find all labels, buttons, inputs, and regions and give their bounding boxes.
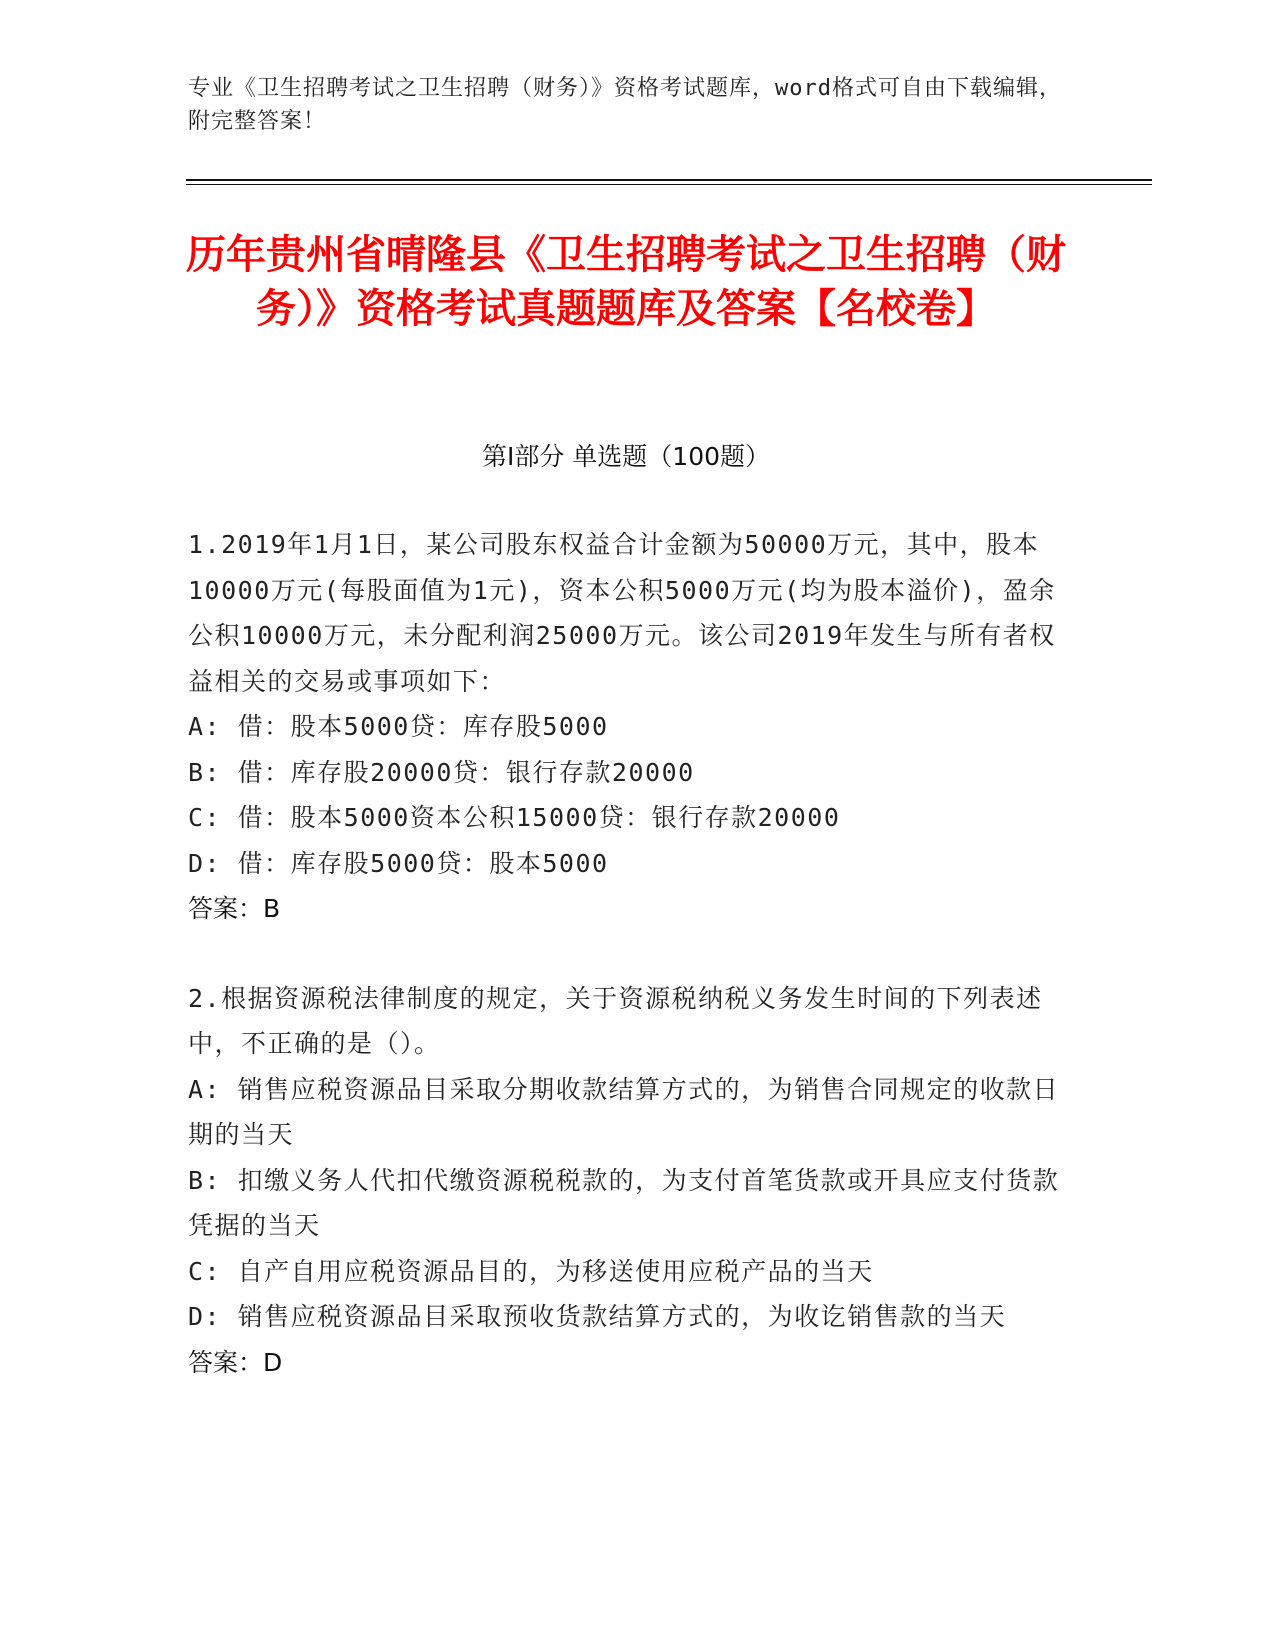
option-b: B: 借：库存股20000贷：银行存款20000 bbox=[188, 757, 695, 787]
option-c: C: 借：股本5000资本公积15000贷：银行存款20000 bbox=[188, 803, 841, 832]
option-b: B: 扣缴义务人代扣代缴资源税税款的，为支付首笔货款或开具应支付货款凭据的当天 bbox=[188, 1165, 1060, 1240]
document-title: 历年贵州省晴隆县《卫生招聘考试之卫生招聘（财务）》资格考试真题题库及答案【名校卷】 bbox=[186, 232, 1066, 332]
answer: 答案：D bbox=[188, 1347, 283, 1377]
header-rule-thick bbox=[186, 179, 1152, 181]
option-a: A: 借：股本5000贷：库存股5000 bbox=[188, 712, 609, 741]
question-1 bbox=[188, 522, 1068, 932]
question-text: 2.根据资源税法律制度的规定，关于资源税纳税义务发生时间的下列表述中，不正确的是（）。 bbox=[188, 983, 1043, 1058]
question-2 bbox=[188, 976, 1068, 1386]
question-text: 1.2019年1月1日，某公司股东权益合计金额为50000万元，其中，股本10000万元(每股面值为1元)，资本公积5000万元(均为股本溢价)，盈余公积10000万元，未分配利润25000万元。该公司2019年发生与所有者权益相关的交易或事项如下： bbox=[188, 530, 1056, 696]
option-d: D: 借：库存股5000贷：股本5000 bbox=[188, 848, 609, 878]
section-title: 第Ⅰ部分 单选题（100题） bbox=[481, 442, 771, 471]
header-note: 专业《卫生招聘考试之卫生招聘（财务）》资格考试题库，word格式可自由下载编辑，附完整答案！ bbox=[188, 76, 1062, 134]
option-d: D: 销售应税资源品目采取预收货款结算方式的，为收讫销售款的当天 bbox=[188, 1302, 1007, 1331]
option-a: A: 销售应税资源品目采取分期收款结算方式的，为销售合同规定的收款日期的当天 bbox=[188, 1074, 1060, 1149]
header-rule-thin bbox=[186, 184, 1152, 185]
answer: 答案：B bbox=[188, 894, 281, 923]
option-c: C: 自产自用应税资源品目的，为移送使用应税产品的当天 bbox=[188, 1256, 874, 1286]
question-list bbox=[188, 522, 1068, 1429]
